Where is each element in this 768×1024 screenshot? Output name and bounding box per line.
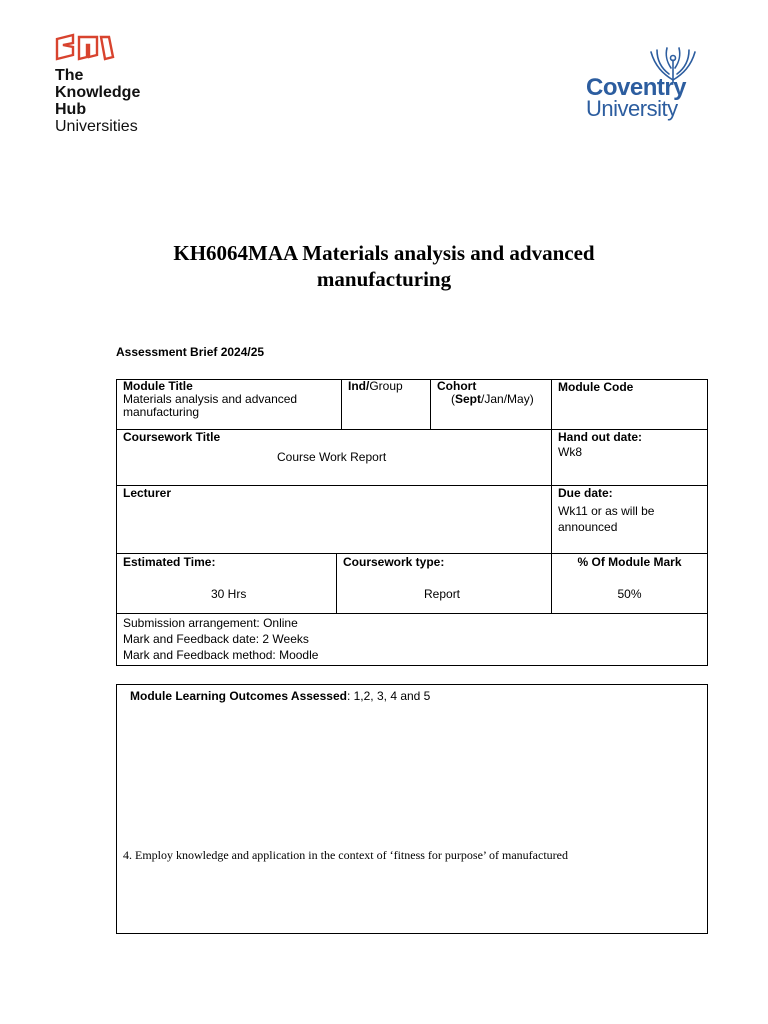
kh-line-1: The (55, 67, 84, 84)
due-date-label: Due date: (558, 486, 613, 500)
knowledge-hub-logo (55, 33, 175, 135)
coursework-type-label: Coursework type: (343, 555, 445, 569)
mark-feedback-method: Mark and Feedback method: Moodle (123, 647, 319, 662)
knowledge-hub-mark-icon (55, 33, 115, 63)
coventry-word: Coventry (586, 74, 687, 101)
knowledge-hub-wordmark (55, 67, 175, 135)
module-title-value: Materials analysis and advanced manufacturing (123, 392, 298, 419)
title-line-2: manufacturing (316, 267, 452, 291)
title-line-1: KH6064MAA Materials analysis and advanced (173, 241, 595, 265)
module-mark-cell (552, 553, 708, 613)
module-title-cell (117, 380, 342, 430)
estimated-time-cell (117, 553, 337, 613)
learning-outcome-item-4: 4. Employ knowledge and application in the context of ‘fitness for purpose’ of manufactured (123, 848, 568, 862)
lecturer-label: Lecturer (123, 486, 172, 500)
module-code-cell (552, 380, 708, 430)
hand-out-value: Wk8 (558, 445, 582, 459)
module-title-label: Module Title (123, 379, 193, 393)
coursework-type-cell (337, 553, 552, 613)
kh-line-3: Hub (55, 101, 87, 118)
learning-outcomes-heading (130, 689, 430, 703)
learning-outcomes-value: : 1,2, 3, 4 and 5 (346, 689, 431, 703)
coursework-type-value: Report (424, 587, 461, 601)
coursework-title-label: Coursework Title (123, 430, 221, 444)
due-date-cell (552, 486, 708, 554)
coventry-university-logo (583, 44, 708, 124)
module-code-label: Module Code (558, 380, 634, 394)
assessment-brief-label: Assessment Brief 2024/25 (116, 345, 265, 359)
module-mark-value: 50% (617, 587, 642, 601)
kh-line-2: Knowledge (55, 84, 141, 101)
submission-arrangement: Submission arrangement: Online (123, 615, 298, 630)
ind-group-cell (342, 380, 431, 430)
cohort-sept: Sept (455, 392, 482, 406)
coursework-title-value: Course Work Report (277, 450, 387, 464)
hand-out-cell (552, 430, 708, 486)
hand-out-label: Hand out date: (558, 430, 642, 444)
module-mark-label: % Of Module Mark (577, 555, 682, 569)
due-date-value: Wk11 or as will be announced (558, 504, 655, 534)
ind-label: Ind/ (348, 379, 370, 393)
page-title (120, 240, 648, 292)
assessment-info-table-lower (116, 553, 708, 666)
learning-outcomes-label: Module Learning Outcomes Assessed (130, 689, 347, 703)
cohort-rest: /Jan/May) (481, 392, 534, 406)
kh-line-4: Universities (55, 118, 138, 135)
university-word: University (586, 96, 678, 121)
coursework-title-cell (117, 430, 552, 486)
assessment-info-table (116, 379, 708, 554)
learning-outcomes-box (116, 684, 708, 934)
cohort-label: Cohort (437, 379, 477, 393)
submission-cell (117, 613, 708, 665)
estimated-time-value: 30 Hrs (211, 587, 247, 601)
ind-value: Group (369, 379, 403, 393)
cohort-value: (Sept/Jan/May) (451, 392, 534, 406)
mark-feedback-date: Mark and Feedback date: 2 Weeks (123, 631, 309, 646)
estimated-time-label: Estimated Time: (123, 555, 216, 569)
cohort-cell (431, 380, 552, 430)
lecturer-cell (117, 486, 552, 554)
